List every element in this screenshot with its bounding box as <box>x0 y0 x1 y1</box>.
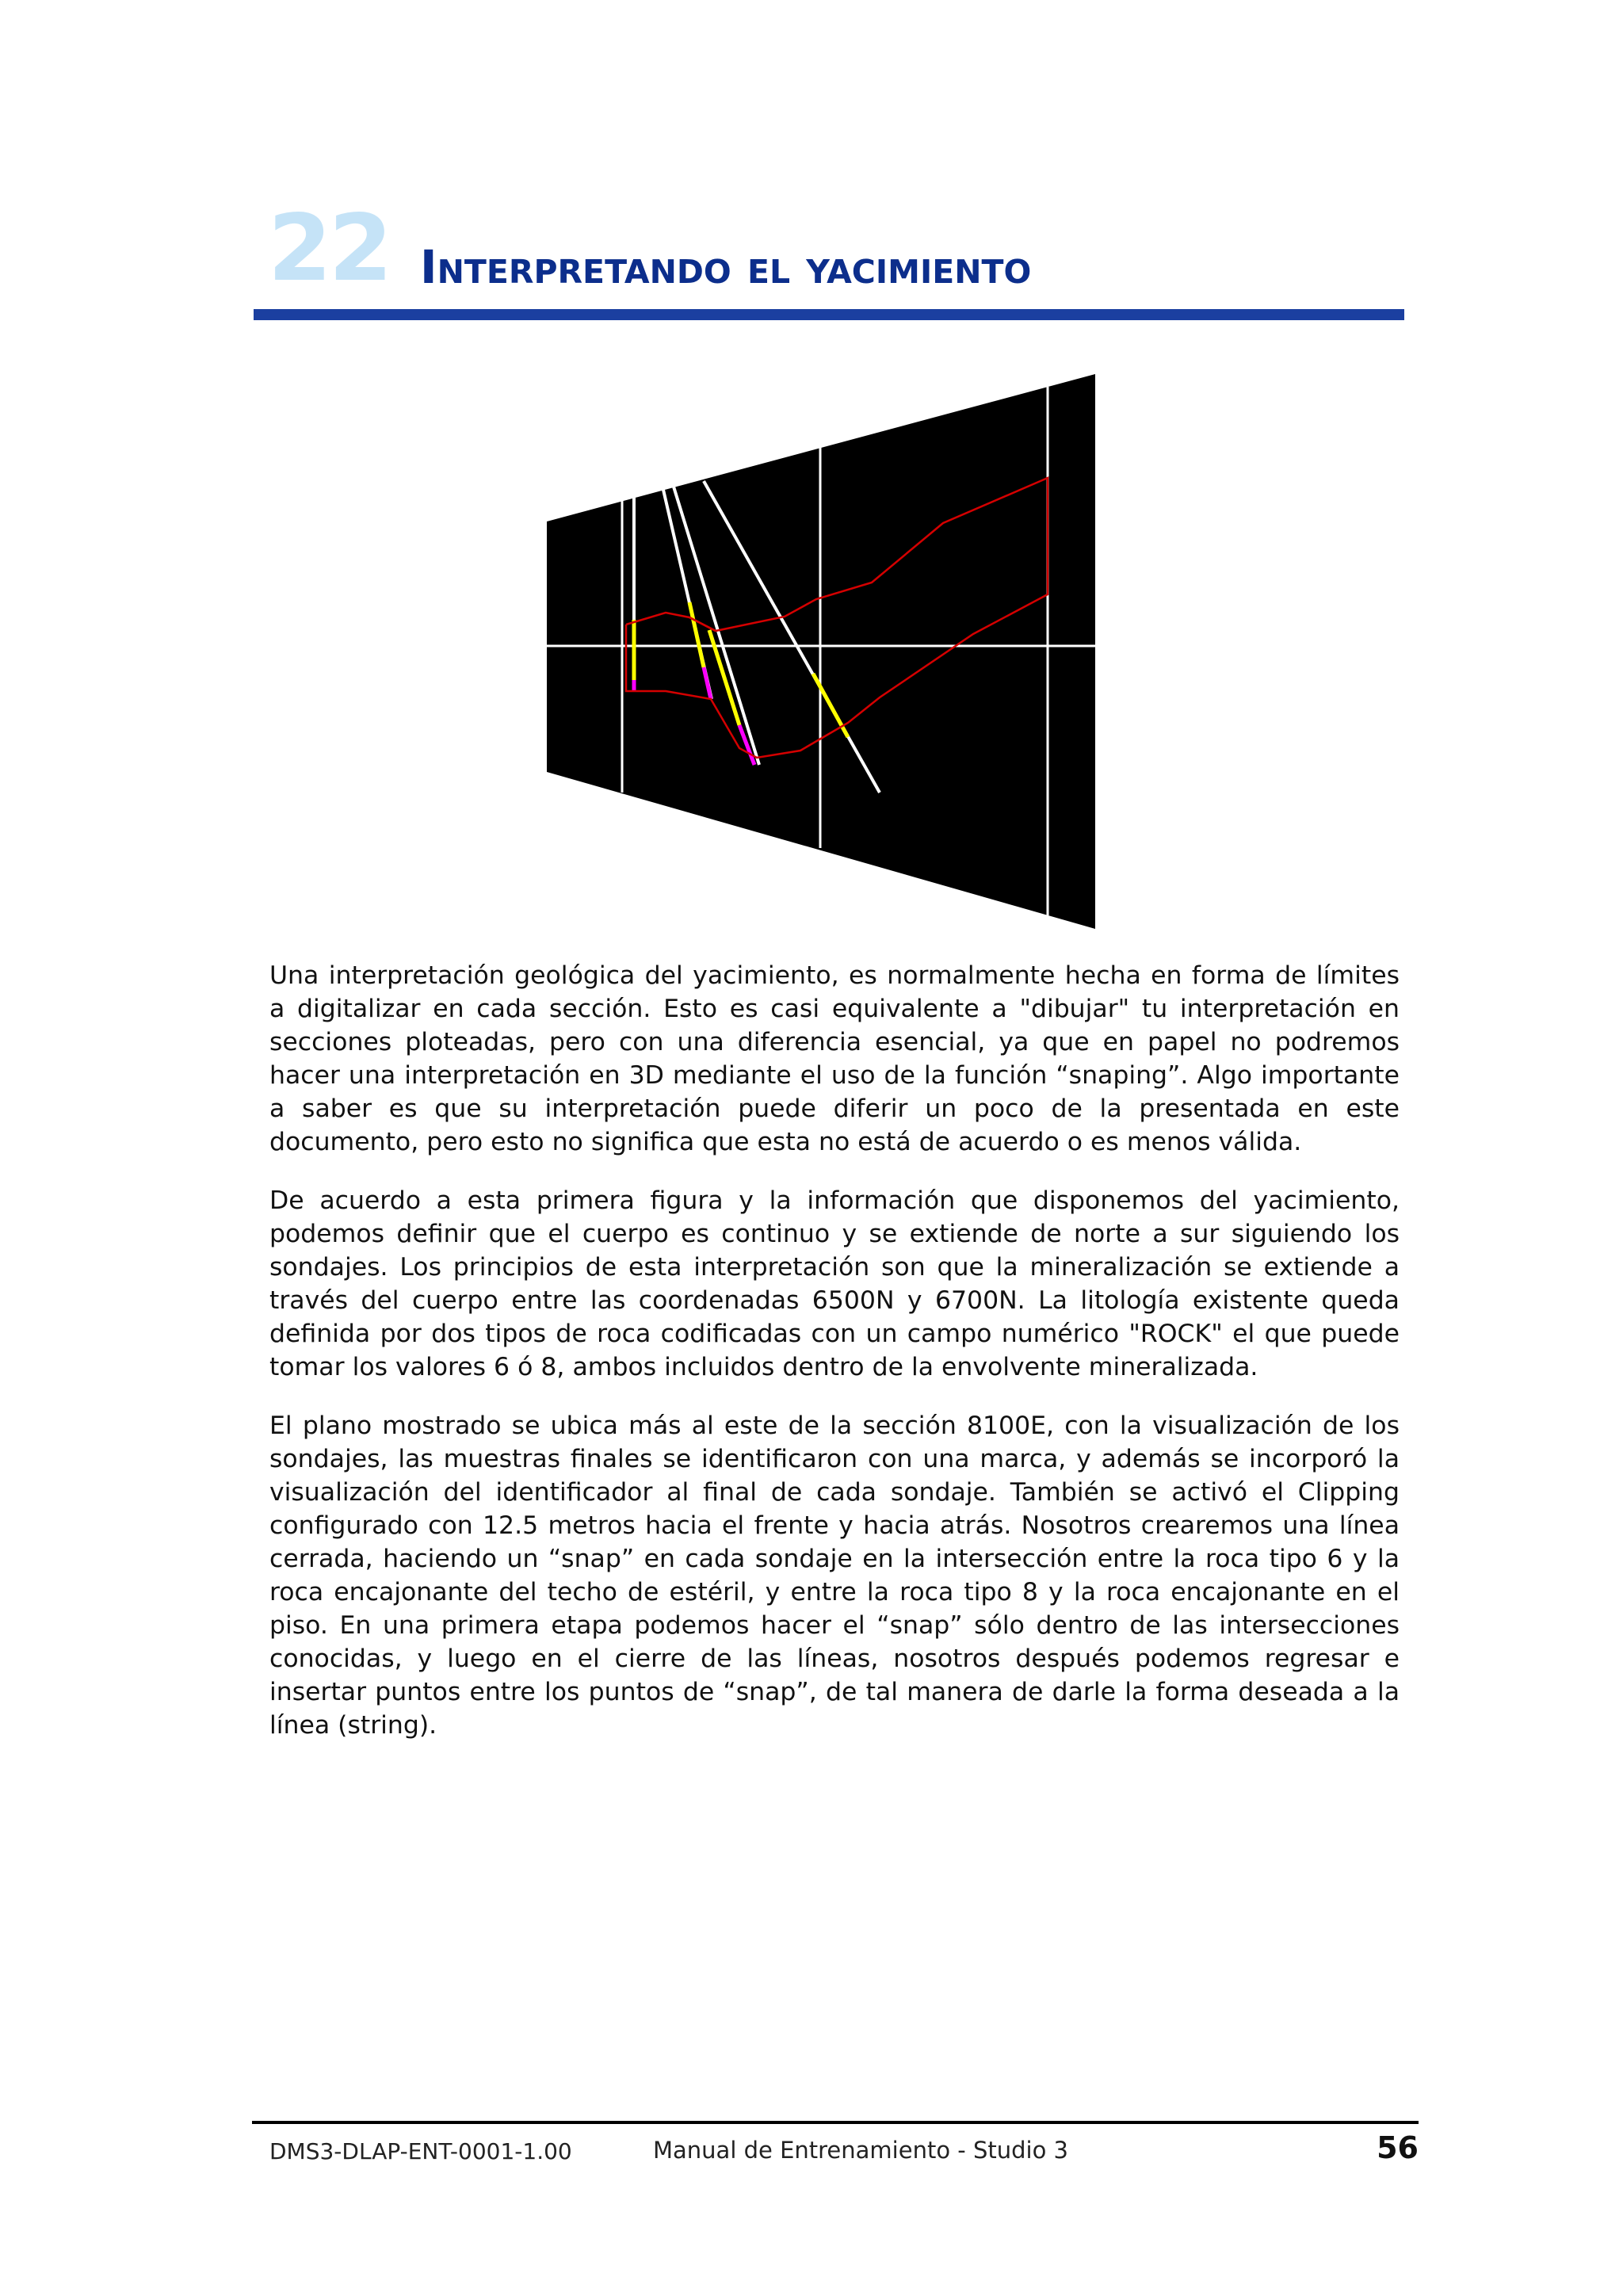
paragraph: Una interpretación geológica del yacimiento, es normalmente hecha en forma de límites a digitalizar en cada sección. Esto es casi equivalente a "dibujar" tu interpretación en secciones ploteadas, pero con una diferencia esencial, ya que en papel no podremos hacer una interpretación en 3D mediante el uso de la función “snaping”. Algo importante a saber es que su interpretación puede diferir un poco de la presentada en este documento, pero esto no significa que esta no está de acuerdo o es menos válida. <box>269 961 1400 1156</box>
chapter-number: 22 <box>268 195 390 302</box>
manual-title: Manual de Entrenamiento - Studio 3 <box>653 2137 1068 2164</box>
page-number: 56 <box>1377 2130 1419 2165</box>
page-footer <box>252 2121 1419 2168</box>
chapter-title: Interpretando el yacimiento <box>420 240 1032 294</box>
chapter-rule <box>254 309 1404 320</box>
document-code: DMS3-DLAP-ENT-0001-1.00 <box>269 2138 572 2164</box>
body-text <box>269 959 1400 1767</box>
footer-rule <box>252 2121 1419 2124</box>
section-view-figure <box>547 365 1117 935</box>
paragraph: El plano mostrado se ubica más al este de la sección 8100E, con la visualización de los sondajes, las muestras finales se identificaron con una marca, y además se incorporó la visualización del identificador al final de cada sondaje. También se activó el Clipping configurado con 12.5 metros hacia el frente y hacia atrás. Nosotros crearemos una línea cerrada, haciendo un “snap” en cada sondaje en la intersección entre la roca tipo 6 y la roca encajonante del techo de estéril, y entre la roca tipo 8 y la roca encajonante en el piso. En una primera etapa podemos hacer el “snap” sólo dentro de las intersecciones conocidas, y luego en el cierre de las líneas, nosotros después podemos regresar e insertar puntos entre los puntos de “snap”, de tal manera de darle la forma deseada a la línea (string). <box>269 1412 1400 1740</box>
chapter-header <box>254 195 1404 315</box>
paragraph: De acuerdo a esta primera figura y la información que disponemos del yacimiento, podemos definir que el cuerpo es continuo y se extiende de norte a sur siguiendo los sondajes. Los principios de esta interpretación son que la mineralización se extiende a través del cuerpo entre las coordenadas 6500N y 6700N. La litología existente queda definida por dos tipos de roca codificadas con un campo numérico "ROCK" el que puede tomar los valores 6 ó 8, ambos incluidos dentro de la envolvente mineralizada. <box>269 1186 1400 1381</box>
